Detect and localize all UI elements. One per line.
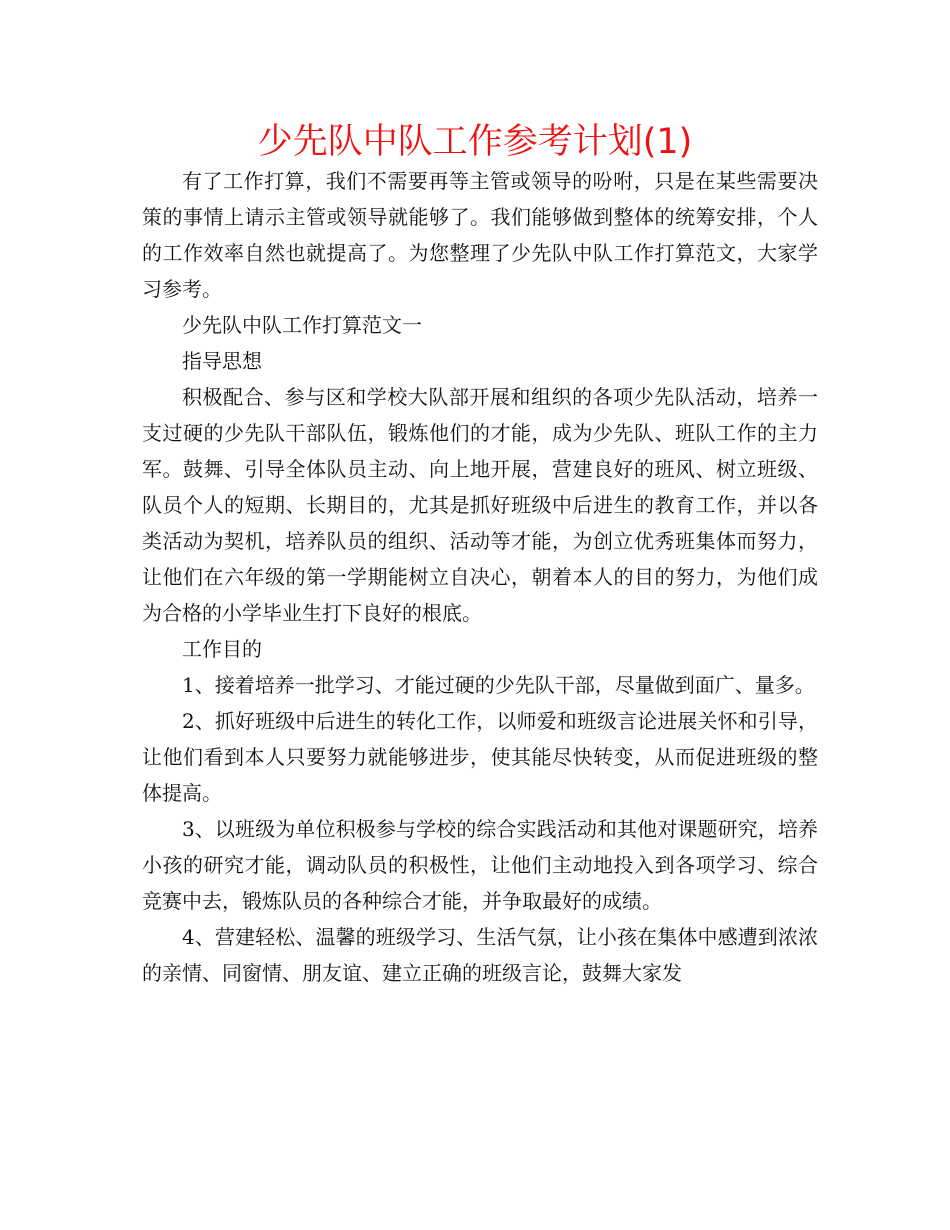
- goal-item-4: 4、营建轻松、温馨的班级学习、生活气氛，让小孩在集体中感遭到浓浓的亲情、同窗情、朋友谊、建立正确的班级言论，鼓舞大家发: [142, 925, 818, 985]
- goal-item-3: 3、以班级为单位积极参与学校的综合实践活动和其他对课题研究，培养小孩的研究才能，调动队员的积极性，让他们主动地投入到各项学习、综合竞赛中去，锻炼队员的各种综合才能，并争取最好的成绩。: [142, 817, 818, 913]
- document-title: 少先队中队工作参考计划(1): [257, 122, 693, 162]
- document-body: [142, 163, 818, 991]
- section-heading-guiding-thought: 指导思想: [182, 349, 262, 373]
- goal-item-1: 1、接着培养一批学习、才能过硬的少先队干部，尽量做到面广、量多。: [182, 673, 815, 697]
- intro-paragraph: 有了工作打算，我们不需要再等主管或领导的吩咐，只是在某些需要决策的事情上请示主管或领导就能够了。我们能够做到整体的统筹安排，个人的工作效率自然也就提高了。为您整理了少先队中队工作打算范文，大家学习参考。: [142, 169, 818, 301]
- section-heading-work-goals: 工作目的: [182, 637, 262, 661]
- goal-item-2: 2、抓好班级中后进生的转化工作，以师爱和班级言论进展关怀和引导，让他们看到本人只要努力就能够进步，使其能尽快转变，从而促进班级的整体提高。: [142, 709, 818, 805]
- section-heading-sample-one: 少先队中队工作打算范文一: [182, 313, 422, 337]
- guiding-thought-paragraph: 积极配合、参与区和学校大队部开展和组织的各项少先队活动，培养一支过硬的少先队干部队伍，锻炼他们的才能，成为少先队、班队工作的主力军。鼓舞、引导全体队员主动、向上地开展，营建良好的班风、树立班级、队员个人的短期、长期目的，尤其是抓好班级中后进生的教育工作，并以各类活动为契机，培养队员的组织、活动等才能，为创立优秀班集体而努力，让他们在六年级的第一学期能树立自决心，朝着本人的目的努力，为他们成为合格的小学毕业生打下良好的根底。: [142, 385, 818, 625]
